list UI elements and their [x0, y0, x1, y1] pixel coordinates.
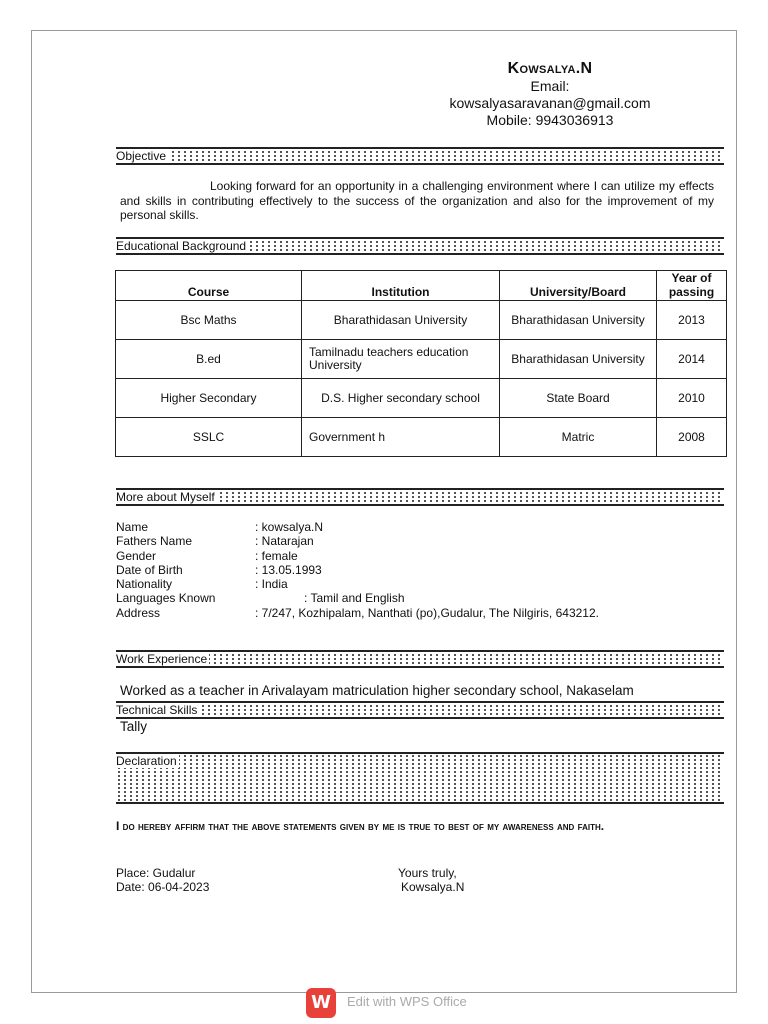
section-education-title: Educational Background: [116, 239, 247, 253]
table-header-row: [116, 271, 727, 301]
section-objective-title: Objective: [116, 149, 167, 163]
section-education: [116, 237, 724, 255]
place-date: [116, 866, 209, 894]
declaration-statement: I do hereby affirm that the above statements given by me is true to best of my awareness and faith.: [116, 819, 605, 833]
table-row: [116, 301, 727, 340]
signature-name: Kowsalya.N: [401, 880, 465, 894]
cell-university: State Board: [500, 379, 657, 418]
header-institution: Institution: [302, 271, 500, 301]
cell-institution: Government h: [302, 418, 500, 457]
detail-label: Nationality: [116, 577, 173, 592]
cell-year: 2013: [657, 301, 727, 340]
wps-logo-icon[interactable]: W: [306, 988, 336, 1018]
email-address: kowsalyasaravanan@gmail.com: [449, 95, 651, 111]
cell-course: Bsc Maths: [116, 301, 302, 340]
section-declaration-title: Declaration: [116, 754, 177, 768]
cell-institution: Tamilnadu teachers education University: [302, 340, 500, 379]
detail-value: : India: [255, 577, 288, 592]
cell-university: Bharathidasan University: [500, 301, 657, 340]
section-skills-title: Technical Skills: [116, 703, 198, 717]
cell-institution: Bharathidasan University: [302, 301, 500, 340]
wps-footer[interactable]: [306, 988, 506, 1018]
header-year: Year of passing: [657, 271, 727, 301]
section-declaration: [116, 752, 724, 804]
education-table: [115, 270, 727, 457]
objective-paragraph: Looking forward for an opportunity in a challenging environment where I can utilize my effects and skills in contributing effectively to the success of the organization and also for the improvement of my personal skills.: [120, 179, 714, 222]
document-page: [31, 30, 737, 993]
detail-label: Languages Known: [116, 591, 216, 606]
skills-text: Tally: [120, 719, 148, 734]
detail-label: Fathers Name: [116, 534, 193, 549]
detail-value: : 7/247, Kozhipalam, Nanthati (po),Gudalur, The Nilgiris, 643212.: [255, 605, 599, 620]
mobile-number: Mobile: 9943036913: [486, 112, 614, 128]
table-row: [116, 418, 727, 457]
cell-course: SSLC: [116, 418, 302, 457]
detail-label: Name: [116, 520, 149, 534]
detail-value: : Tamil and English: [304, 591, 405, 606]
email-label: Email:: [530, 78, 570, 94]
yours-truly: Yours truly,: [398, 866, 457, 880]
cell-university: Matric: [500, 418, 657, 457]
table-row: [116, 340, 727, 379]
header-course: Course: [116, 271, 302, 301]
work-experience-text: Worked as a teacher in Arivalayam matriculation higher secondary school, Nakaselam: [120, 683, 634, 698]
date-line: Date: 06-04-2023: [116, 880, 210, 894]
section-myself: [116, 488, 724, 506]
section-work: [116, 650, 724, 668]
objective-text: [120, 179, 714, 223]
section-myself-title: More about Myself: [116, 490, 215, 504]
header-university: University/Board: [500, 271, 657, 301]
section-objective: [116, 147, 724, 165]
detail-label: Date of Birth: [116, 562, 183, 577]
detail-value: : female: [255, 548, 298, 563]
section-skills: [116, 701, 724, 719]
resume-header: [400, 60, 700, 129]
detail-value: : kowsalya.N: [255, 520, 324, 534]
cell-year: 2010: [657, 379, 727, 418]
cell-course: Higher Secondary: [116, 379, 302, 418]
detail-label: Gender: [116, 548, 157, 563]
detail-label: Address: [116, 605, 161, 620]
section-work-title: Work Experience: [116, 652, 208, 666]
cell-year: 2008: [657, 418, 727, 457]
signature-block: [398, 866, 464, 894]
detail-value: : 13.05.1993: [255, 562, 322, 577]
cell-institution: D.S. Higher secondary school: [302, 379, 500, 418]
cell-university: Bharathidasan University: [500, 340, 657, 379]
table-row: [116, 379, 727, 418]
place-line: Place: Gudalur: [116, 866, 196, 880]
candidate-name: Kowsalya.N: [507, 60, 593, 77]
edit-with-wps-link[interactable]: Edit with WPS Office: [347, 994, 467, 1009]
cell-course: B.ed: [116, 340, 302, 379]
detail-value: : Natarajan: [255, 534, 314, 549]
cell-year: 2014: [657, 340, 727, 379]
